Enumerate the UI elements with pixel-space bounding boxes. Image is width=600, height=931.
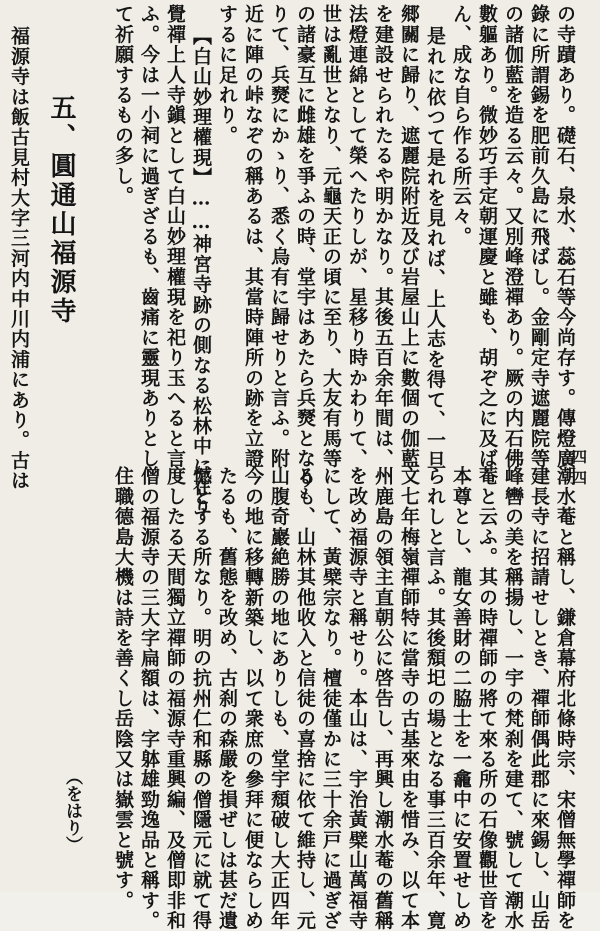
closing-note: （をはり） — [62, 768, 82, 853]
text-column: 法燈連綿として榮へたりしが、星移り時かわりて、 — [346, 4, 368, 469]
text-column: りて、兵燹にかゝり、悉く烏有に歸せりと言ふ。附 — [268, 4, 290, 469]
text-column: 錄に所謂錫を肥前久島に飛ばし。金剛定寺遮麗院等 — [528, 4, 550, 469]
text-column: 是れに依つて是れを見れば、上人志を得て、一旦 — [424, 26, 446, 471]
text-column: 建長寺に招請せしとき、禪師偶此郡に來錫し、山岳 — [528, 466, 550, 931]
text-column: 福源寺は飯古見村大字三河内中川内浦にあり。古は — [8, 26, 30, 491]
text-column: 文七年梅嶺禪師特に當寺の古基來由を惜み、以て本 — [398, 466, 420, 931]
text-column: 峰轡の美を稱揚し、一宇の梵刹を建て、號して潮水 — [502, 466, 524, 931]
text-column: 本尊とし、龍女善財の二脇士を一龕中に安置せしめ — [450, 466, 472, 931]
text-column: 近に陣の峠なぞの稱あるは、其當時陣所の跡を立證 — [242, 4, 264, 469]
text-column: 數軀あり。微妙巧手定朝運慶と雖も、胡ぞ之に及ば — [476, 4, 498, 469]
text-column: にして、黃檗宗なり。檀徒僅かに三十余戸に過ぎざ — [320, 466, 342, 931]
text-column: 【白山妙理權現】……神宮寺跡の側なる松林中に在り — [190, 26, 212, 517]
text-column: たるも、舊態を改め、古刹の森嚴を損ぜしは甚だ遺 — [216, 466, 238, 931]
text-column: 山腹奇巖絶勝の地にありしも、堂宇頹破し大正四年 — [268, 466, 290, 931]
text-column: の寺蹟あり。礎石、泉水、蕊石等今尚存す。傳燈廣 — [554, 4, 576, 469]
text-column: 僧の福源寺の三大字扁額は、字躰雄勁逸品と稱す。 — [138, 466, 160, 931]
page-number: 四四 — [572, 448, 590, 487]
text-column: を改め福源寺と稱せり。本山は、宇治黃檗山萬福寺 — [346, 466, 368, 931]
text-column: 住職德島大機は詩を善くし岳陰又は嶽雲と號す。 — [112, 466, 134, 911]
text-column: ふ。今は一小祠に過ぎざるも、齒痛に靈現ありとし — [138, 4, 160, 469]
text-column: 憾とする所なり。明の抗州仁和縣の僧隱元に就て得 — [190, 466, 212, 931]
text-column: 覺禪上人寺鎭として白山妙理權現を祀り玉へると言 — [164, 4, 186, 469]
text-column: 菴と云ふ。其の時禪師の將て來る所の石像觀世音を — [476, 466, 498, 931]
text-column: 今の地に移轉新築し、以て衆庶の參拜に便ならしめ — [242, 466, 264, 931]
section-heading: 五、圓通山福源寺 — [46, 94, 76, 326]
text-column: の諸伽藍を造る云々。又別峰澄禪あり。厥の内石佛 — [502, 4, 524, 469]
text-column: を建設せられたるや明かなり。其後五百余年間は、 — [372, 4, 394, 469]
text-column: て祈願するもの多し。 — [112, 4, 134, 206]
text-column: 潮水菴と稱し、鎌倉幕府北條時宗、宋僧無學禪師を — [554, 466, 576, 931]
text-column: するに足れり。 — [216, 4, 238, 146]
text-column: 州鹿島の領主直朝公に啓告し、再興し潮水菴の舊稱 — [372, 466, 394, 931]
text-column: 世は亂世となり、元龜天正の頃に至り、大友有馬等 — [320, 4, 342, 469]
text-column: 度したる天間獨立禪師の福源寺重興編、及僧即非和 — [164, 466, 186, 931]
text-column: るも、山林其他收入と信徒の喜捨に依て維持し、元 — [294, 466, 316, 931]
text-column: ん、成な自ら作る所云々。 — [450, 4, 472, 247]
text-column: られしと言ふ。其後頽圯の場となる事三百余年、寛 — [424, 466, 446, 931]
text-column: 郷關に歸り、遮麗院附近及び岩屋山上に數個の伽藍 — [398, 4, 420, 469]
text-column: の諸豪互に雌雄を爭ふの時、堂宇はあたら兵燹となり — [294, 4, 316, 489]
